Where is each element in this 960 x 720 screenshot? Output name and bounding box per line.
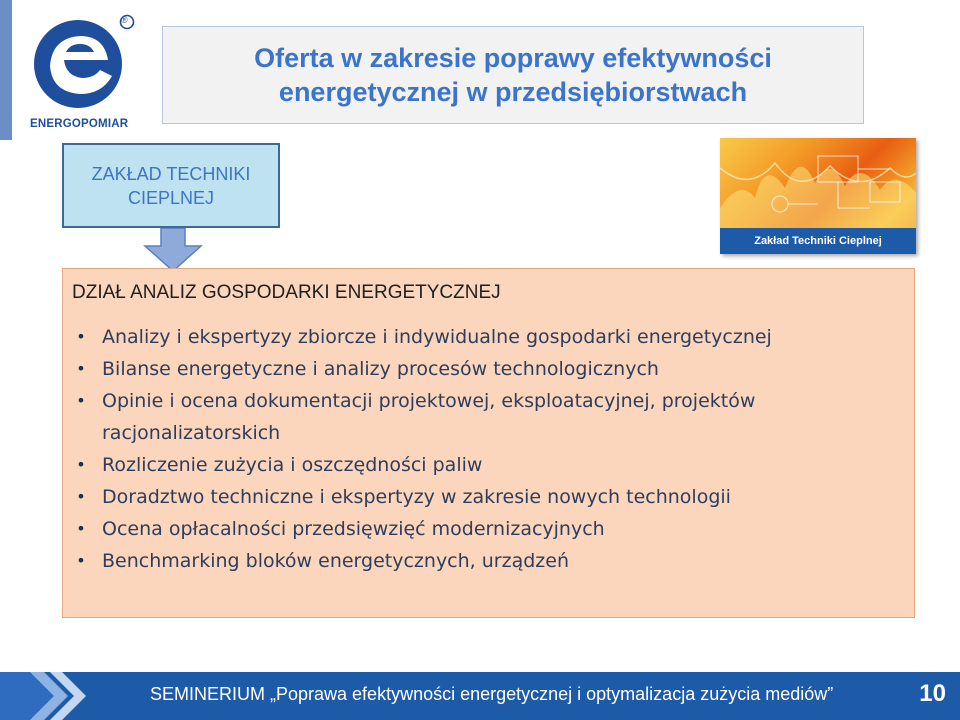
list-item-text: Bilanse energetyczne i analizy procesów technologicznych [102, 358, 659, 380]
bullet-icon: • [76, 551, 86, 570]
list-item [71, 449, 901, 481]
bullet-icon: • [76, 327, 86, 346]
bullet-icon: • [76, 359, 86, 378]
list-item [71, 353, 901, 385]
slide-title-line-1: Oferta w zakresie poprawy efektywności [254, 43, 772, 73]
logo-wordmark: ENERGOPOMIAR [30, 118, 129, 130]
list-item-text: Opinie i ocena dokumentacji projektowej, eksploatacyjnej, projektów racjonalizatorskich [102, 390, 756, 444]
list-item [71, 385, 901, 449]
department-photo [720, 138, 916, 254]
slide-number: 10 [919, 680, 946, 707]
energopomiar-logo-icon [28, 14, 138, 132]
registered-mark: ® [121, 15, 128, 25]
slide-title-line-2: energetycznej w przedsiębiorstwach [278, 77, 748, 107]
department-box [62, 143, 280, 228]
department-name-line-1: ZAKŁAD TECHNIKI [91, 163, 251, 184]
down-arrow-icon [141, 228, 205, 272]
list-item-text: Doradztwo techniczne i ekspertyzy w zakresie nowych technologii [102, 486, 731, 508]
list-item [71, 513, 901, 545]
photo-caption-bar [720, 228, 916, 254]
department-name-line-2: CIEPLNEJ [127, 187, 215, 208]
content-panel [62, 268, 915, 618]
left-accent-bar [0, 0, 12, 140]
list-item [71, 481, 901, 513]
bullet-icon: • [76, 455, 86, 474]
list-item [71, 545, 901, 577]
footer-bar [0, 672, 960, 720]
bullet-icon: • [76, 519, 86, 538]
footer-seminar-title: SEMINERIUM „Poprawa efektywności energetycznej i optymalizacja zużycia mediów” [150, 684, 834, 704]
photo-caption: Zakład Techniki Cieplnej [754, 235, 882, 247]
list-item-text: Benchmarking bloków energetycznych, urządzeń [102, 550, 569, 572]
content-heading: DZIAŁ ANALIZ GOSPODARKI ENERGETYCZNEJ [72, 282, 501, 303]
flames-diagram-icon [720, 138, 916, 230]
bullet-icon: • [76, 391, 86, 410]
list-item-text: Analizy i ekspertyzy zbiorcze i indywidualne gospodarki energetycznej [102, 326, 772, 348]
list-item [71, 321, 901, 353]
bullet-list [71, 321, 901, 577]
list-item-text: Rozliczenie zużycia i oszczędności paliw [102, 454, 483, 476]
bullet-icon: • [76, 487, 86, 506]
chevron-right-icon [0, 672, 110, 720]
list-item-text: Ocena opłacalności przedsięwzięć modernizacyjnych [102, 518, 605, 540]
slide-title-box [162, 26, 864, 124]
